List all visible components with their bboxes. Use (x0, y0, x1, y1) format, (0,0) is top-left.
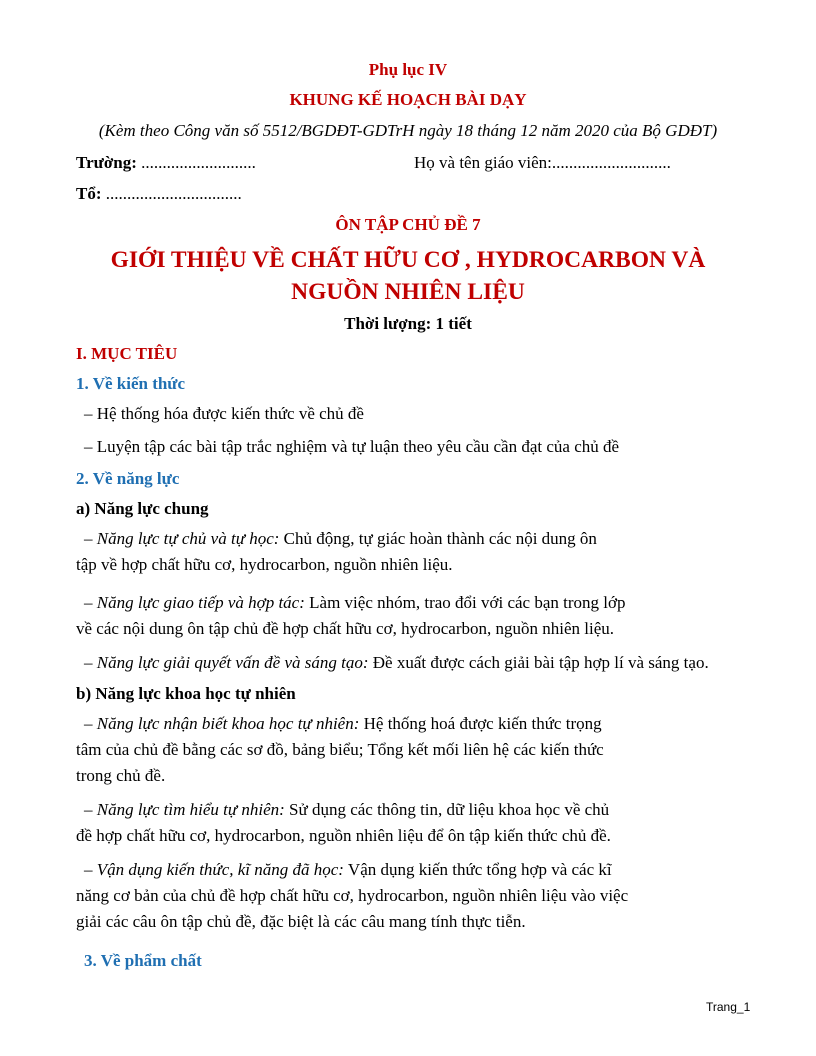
school-label: Trường: (76, 153, 137, 172)
group-field (76, 184, 242, 204)
science-item-line (84, 860, 612, 880)
general-item-line (84, 653, 709, 673)
review-heading: ÔN TẬP CHỦ ĐỀ 7 (335, 215, 481, 234)
competence-label: Năng lực giải quyết vấn đề và sáng tạo: (96, 653, 369, 672)
general-competence-heading: a) Năng lực chung (76, 499, 209, 518)
framework-title: KHUNG KẾ HOẠCH BÀI DẠY (289, 90, 527, 109)
teacher-value: ............................ (551, 153, 671, 172)
dash: – (84, 800, 97, 819)
knowledge-heading: 1. Về kiến thức (76, 374, 186, 393)
section-objectives-heading: I. MỤC TIÊU (76, 344, 178, 363)
dash: – (84, 714, 97, 733)
lesson-title-line1: GIỚI THIỆU VỀ CHẤT HỮU CƠ , HYDROCARBON VÀ (110, 247, 706, 273)
competence-text: Làm việc nhóm, trao đổi với các bạn trong lớp (304, 593, 626, 612)
competence-label: Năng lực tìm hiểu tự nhiên: (96, 800, 285, 819)
duration: Thời lượng: 1 tiết (344, 314, 472, 333)
page-number: Trang_1 (706, 1000, 751, 1014)
attached-note: (Kèm theo Công văn số 5512/BGDĐT-GDTrH ngày 18 tháng 12 năm 2020 của Bộ GDĐT) (98, 121, 718, 140)
competence-text: Hệ thống hoá được kiến thức trọng (359, 714, 602, 733)
dash: – (84, 593, 97, 612)
knowledge-item: – Hệ thống hóa được kiến thức về chủ đề (84, 404, 364, 423)
teacher-field (414, 153, 671, 173)
school-field (76, 153, 256, 173)
competence-label: Năng lực giao tiếp và hợp tác: (96, 593, 305, 612)
annex-label: Phụ lục IV (368, 60, 448, 79)
science-item-continuation: giải các câu ôn tập chủ đề, đặc biệt là các câu mang tính thực tiễn. (76, 912, 526, 931)
general-item-continuation: tập về hợp chất hữu cơ, hydrocarbon, nguồn nhiên liệu. (76, 555, 453, 574)
general-item-line (84, 529, 597, 549)
dash: – (84, 860, 97, 879)
competence-heading: 2. Về năng lực (76, 469, 180, 488)
competence-text: Đề xuất được cách giải bài tập hợp lí và sáng tạo. (368, 653, 709, 672)
school-value: ........................... (136, 153, 256, 172)
dash: – (84, 529, 97, 548)
dash: – (84, 653, 97, 672)
science-item-continuation: tâm của chủ đề bằng các sơ đồ, bảng biểu; Tổng kết mối liên hệ các kiến thức (76, 740, 604, 759)
science-item-line (84, 714, 602, 734)
science-item-continuation: đề hợp chất hữu cơ, hydrocarbon, nguồn nhiên liệu để ôn tập kiến thức chủ đề. (76, 826, 611, 845)
competence-text: Sử dụng các thông tin, dữ liệu khoa học về chủ (284, 800, 610, 819)
knowledge-item: – Luyện tập các bài tập trắc nghiệm và tự luận theo yêu cầu cần đạt của chủ đề (84, 437, 620, 456)
science-competence-heading: b) Năng lực khoa học tự nhiên (76, 684, 296, 703)
competence-text: Vận dụng kiến thức tổng hợp và các kĩ (343, 860, 612, 879)
competence-label: Năng lực nhận biết khoa học tự nhiên: (96, 714, 360, 733)
group-label: Tổ: (76, 184, 102, 203)
lesson-title-line2: NGUỒN NHIÊN LIỆU (291, 279, 525, 305)
competence-label: Năng lực tự chủ và tự học: (96, 529, 280, 548)
qualities-heading: 3. Về phẩm chất (84, 951, 202, 970)
science-item-continuation: trong chủ đề. (76, 766, 166, 785)
competence-text: Chủ động, tự giác hoàn thành các nội dung ôn (279, 529, 597, 548)
teacher-label: Họ và tên giáo viên: (414, 153, 552, 172)
general-item-line (84, 593, 626, 613)
science-item-line (84, 800, 609, 820)
competence-label: Vận dụng kiến thức, kĩ năng đã học: (96, 860, 344, 879)
science-item-continuation: năng cơ bản của chủ đề hợp chất hữu cơ, hydrocarbon, nguồn nhiên liệu vào việc (76, 886, 629, 905)
general-item-continuation: về các nội dung ôn tập chủ đề hợp chất hữu cơ, hydrocarbon, nguồn nhiên liệu. (76, 619, 614, 638)
group-value: ................................ (101, 184, 242, 203)
